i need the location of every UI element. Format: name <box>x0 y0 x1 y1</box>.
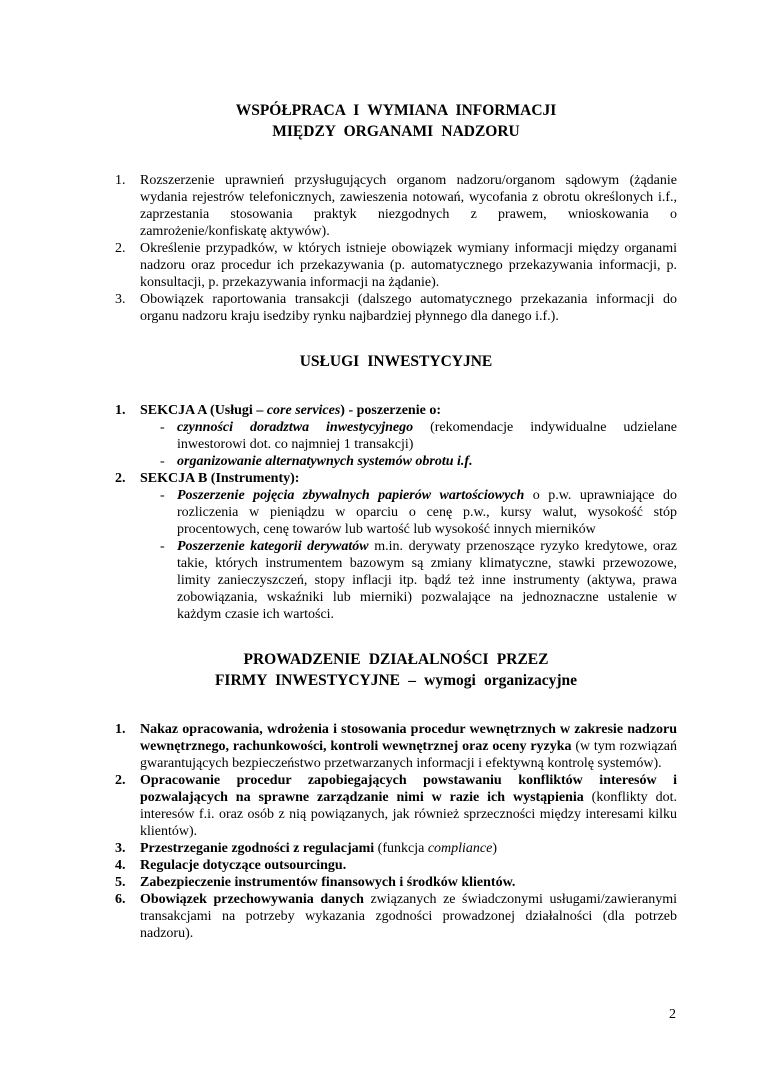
text-run: Regulacje dotyczące outsourcingu. <box>140 858 347 873</box>
list-item-text <box>140 291 677 325</box>
sub-list-item <box>160 538 677 623</box>
text-run: organizowanie alternatywnych systemów obrotu i.f. <box>177 454 473 469</box>
list-item <box>115 721 677 772</box>
list-item-body <box>140 291 677 325</box>
list-item <box>115 470 677 623</box>
section-heading-line: USŁUGI INWESTYCYJNE <box>299 353 493 370</box>
text-run: Zabezpieczenie instrumentów finansowych i środków klientów. <box>140 875 516 890</box>
list-item-body <box>140 840 677 857</box>
list-item-number: 5. <box>115 875 126 890</box>
numbered-list <box>115 721 677 942</box>
sub-item-dash: - <box>160 488 165 503</box>
list-item-number: 1. <box>115 403 126 418</box>
numbered-list <box>115 172 677 325</box>
sub-list-item <box>160 487 677 538</box>
sub-list-item <box>160 453 677 470</box>
list-item <box>115 891 677 942</box>
sub-item-text <box>177 538 677 623</box>
list-item-body <box>140 402 677 470</box>
list-item-body <box>140 772 677 840</box>
section-heading <box>115 100 677 142</box>
text-run: Obowiązek raportowania transakcji (dalszego automatycznego przekazania informacji do organu nadzoru kraju isedziby rynku najbardziej płynnego dla danego i.f.). <box>140 292 677 324</box>
list-item-text <box>140 874 677 891</box>
text-run: Przestrzeganie zgodności z regulacjami <box>140 841 375 856</box>
section-heading <box>115 649 677 691</box>
list-item-body <box>140 172 677 240</box>
text-run: (funkcja <box>374 841 428 856</box>
list-item-body <box>140 857 677 874</box>
list-item-body <box>140 891 677 942</box>
section-heading-line: FIRMY INWESTYCYJNE – wymogi organizacyjne <box>214 672 578 689</box>
list-item-number: 4. <box>115 858 126 873</box>
text-run: ) - poszerzenie o: <box>340 403 441 418</box>
list-item <box>115 291 677 325</box>
list-item-number: 3. <box>115 841 126 856</box>
text-run: Opracowanie procedur zapobiegających powstawaniu konfliktów interesów i pozwalających na sprawne zarządzanie nimi w razie ich wystąpienia <box>140 773 677 805</box>
list-item-text <box>140 470 677 487</box>
text-run: Określenie przypadków, w których istnieje obowiązek wymiany informacji między organami nadzoru oraz procedur ich przekazywania (p. automatycznego przekazywania informacji, p. konsultacji, p. przekazywania informacji na żądanie). <box>140 241 677 290</box>
list-item-body <box>140 470 677 623</box>
sub-item-text <box>177 419 677 453</box>
text-run: compliance <box>427 841 493 856</box>
list-item <box>115 840 677 857</box>
list-item-number: 3. <box>115 292 126 307</box>
text-run: (rekomendacje indywidualne udzielane inwestorowi dot. co najmniej 1 transakcji) <box>177 420 677 452</box>
list-item <box>115 874 677 891</box>
text-run: (w tym rozwiązań gwarantujących bezpieczeństwo przetwarzanych informacji i efektywną kontrolę systemów). <box>140 739 677 771</box>
page-number: 2 <box>669 1007 676 1022</box>
sub-list-item <box>160 419 677 453</box>
text-run: core services <box>266 403 341 418</box>
text-run: związanych ze świadczonymi usługami/zawieranymi transakcjami na potrzeby wykazania zgodności prowadzonej działalności (dla potrzeb nadzoru). <box>140 892 677 941</box>
list-item <box>115 240 677 291</box>
list-item-number: 2. <box>115 471 126 486</box>
list-item-number: 1. <box>115 173 126 188</box>
text-run: (konflikty dot. interesów f.i. oraz osób z nią powiązanych, jak również sprzeczności między interesami kilku klientów). <box>140 790 677 839</box>
list-item-text <box>140 891 677 942</box>
list-item-body <box>140 874 677 891</box>
sub-item-text <box>177 453 677 470</box>
text-run: Nakaz opracowania, wdrożenia i stosowania procedur wewnętrznych w zakresie nadzoru wewnętrznego, rachunkowości, kontroli wewnętrznej oraz oceny ryzyka <box>140 722 677 754</box>
text-run: ) <box>492 841 498 856</box>
list-item <box>115 772 677 840</box>
text-run: Poszerzenie kategorii derywatów <box>177 539 369 554</box>
text-run: o p.w. uprawniające do rozliczenia w pieniądzu w oparciu o cenę p.w., kursy walut, wysokość stóp procentowych, cenę towarów lub wartość lub wysokość innych mierników <box>177 488 677 537</box>
list-item-body <box>140 240 677 291</box>
sub-item-dash: - <box>160 420 165 435</box>
list-item-text <box>140 840 677 857</box>
list-item-body <box>140 721 677 772</box>
list-item <box>115 172 677 240</box>
text-run: czynności doradztwa inwestycyjnego <box>177 420 414 435</box>
text-run: m.in. derywaty przenoszące ryzyko kredytowe, oraz takie, których instrumentem bazowym są zmiany klimatyczne, stawki przewozowe, limity zanieczyszczeń, stopy inflacji itp. bądź też inne instrumenty (aktywa, prawa zobowiązania, wskaźniki lub mierniki) pozwalające na jednoznaczne ustalenie w każdym czasie ich wartości. <box>177 539 677 622</box>
text-run: SEKCJA B (Instrumenty): <box>140 471 300 486</box>
section-heading-line: WSPÓŁPRACA I WYMIANA INFORMACJI <box>235 102 557 119</box>
document-content <box>115 100 677 942</box>
sub-item-text <box>177 487 677 538</box>
list-item-text <box>140 172 677 240</box>
sub-item-dash: - <box>160 454 165 469</box>
list-item-number: 2. <box>115 241 126 256</box>
list-item-text <box>140 721 677 772</box>
list-item-text <box>140 402 677 419</box>
list-item-number: 2. <box>115 773 126 788</box>
section-heading <box>115 351 677 372</box>
list-item-number: 1. <box>115 722 126 737</box>
list-item <box>115 402 677 470</box>
list-item-number: 6. <box>115 892 126 907</box>
section-heading-line: PROWADZENIE DZIAŁALNOŚCI PRZEZ <box>243 651 549 668</box>
text-run: Rozszerzenie uprawnień przysługujących organom nadzoru/organom sądowym (żądanie wydania rejestrów telefonicznych, zawieszenia notowań, wycofania z obrotu określonych i.f., zaprzestania stosowania praktyk niezgodnych z prawem, wnioskowania o zamrożenie/konfiskatę aktywów). <box>140 173 677 239</box>
numbered-list <box>115 402 677 623</box>
text-run: SEKCJA A (Usługi – <box>140 403 267 418</box>
text-run: Poszerzenie pojęcia zbywalnych papierów wartościowych <box>177 488 525 503</box>
list-item-text <box>140 857 677 874</box>
list-item-text <box>140 240 677 291</box>
list-item <box>115 857 677 874</box>
section-heading-line: MIĘDZY ORGANAMI NADZORU <box>272 123 520 140</box>
list-item-text <box>140 772 677 840</box>
text-run: Obowiązek przechowywania danych <box>140 892 364 907</box>
sub-item-dash: - <box>160 539 165 554</box>
